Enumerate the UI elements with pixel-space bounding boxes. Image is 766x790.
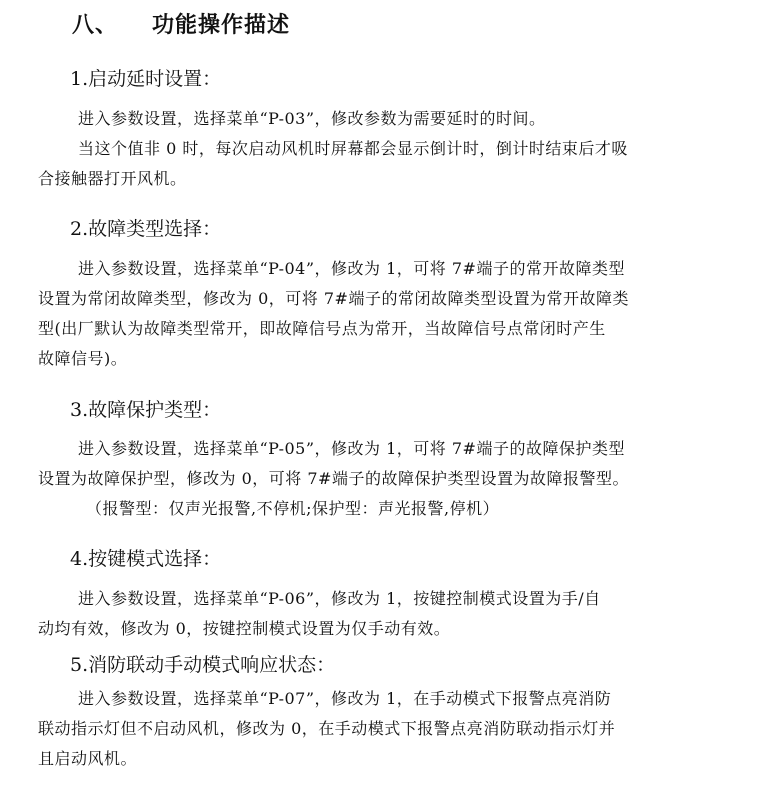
- text-line: 动均有效，修改为 0，按键控制模式设置为仅手动有效。: [38, 619, 451, 638]
- section-title: 功能操作描述: [152, 13, 291, 38]
- text-line: 进入参数设置，选择菜单“P-04”，修改为 1，可将 7#端子的常开故障类型: [78, 259, 625, 278]
- paragraph-startup-delay: [38, 104, 738, 194]
- text-line: 联动指示灯但不启动风机，修改为 0，在手动模式下报警点亮消防联动指示灯并: [38, 719, 616, 738]
- text-line: 设置为故障保护型，修改为 0，可将 7#端子的故障保护类型设置为故障报警型。: [38, 469, 629, 488]
- text-line: 设置为常闭故障类型，修改为 0，可将 7#端子的常闭故障类型设置为常开故障类: [38, 289, 629, 308]
- heading-fire-linkage: 5.消防联动手动模式响应状态：: [70, 654, 336, 676]
- paragraph-key-mode: [38, 584, 738, 644]
- paragraph-fault-protection: [38, 434, 738, 524]
- text-line: 型(出厂默认为故障类型常开，即故障信号点为常开，当故障信号点常闭时产生: [38, 319, 606, 338]
- text-line-note: （报警型：仅声光报警,不停机;保护型：声光报警,停机）: [86, 499, 500, 518]
- paragraph-fire-linkage: [38, 684, 738, 774]
- text-line: 进入参数设置，选择菜单“P-03”，修改参数为需要延时的时间。: [78, 109, 546, 128]
- text-line: 且启动风机。: [38, 749, 138, 768]
- section-number: 八、: [72, 13, 119, 38]
- text-line: 进入参数设置，选择菜单“P-05”，修改为 1，可将 7#端子的故障保护类型: [78, 439, 625, 458]
- text-line: 进入参数设置，选择菜单“P-06”，修改为 1，按键控制模式设置为手/自: [78, 589, 601, 608]
- heading-startup-delay: 1.启动延时设置：: [70, 68, 222, 90]
- paragraph-fault-type: [38, 254, 738, 374]
- heading-fault-type: 2.故障类型选择：: [70, 218, 222, 240]
- page-title: [72, 8, 290, 39]
- text-line: 当这个值非 0 时，每次启动风机时屏幕都会显示倒计时，倒计时结束后才吸: [78, 139, 628, 158]
- heading-fault-protection: 3.故障保护类型：: [70, 399, 222, 421]
- text-line: 进入参数设置，选择菜单“P-07”，修改为 1，在手动模式下报警点亮消防: [78, 689, 612, 708]
- text-line: 故障信号)。: [38, 349, 128, 368]
- text-line: 合接触器打开风机。: [38, 169, 187, 188]
- heading-key-mode: 4.按键模式选择：: [70, 548, 222, 570]
